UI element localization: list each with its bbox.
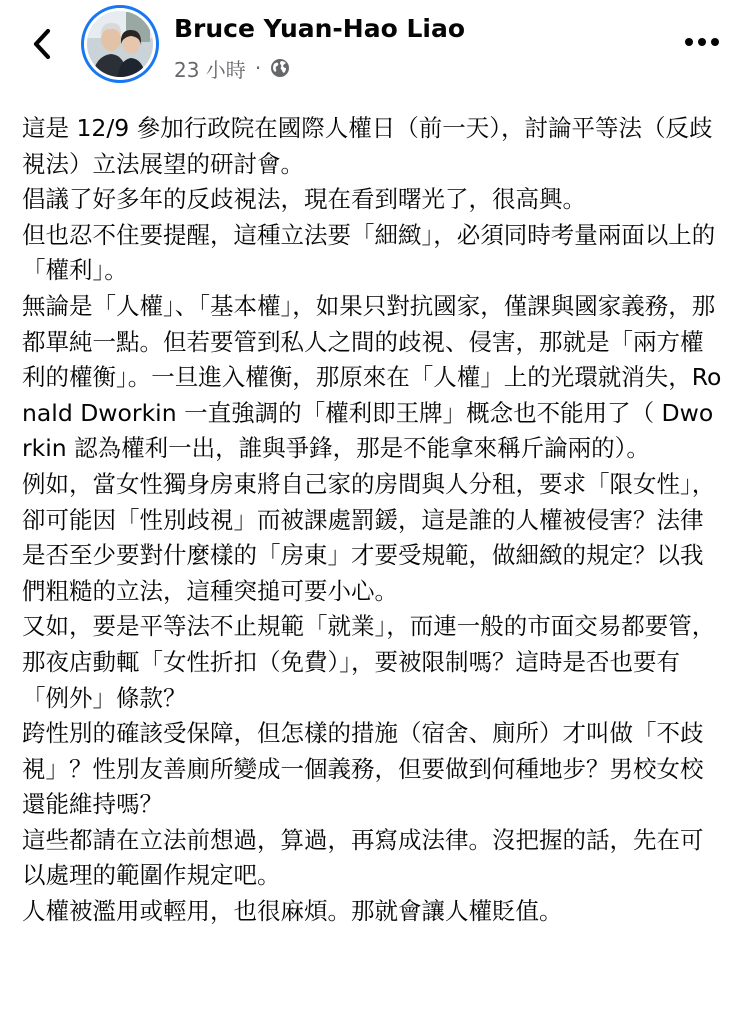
post-paragraph: 但也忍不住要提醒，這種立法要「細緻」，必須同時考量兩面以上的「權利」。 [22, 220, 716, 285]
more-options-button[interactable] [680, 26, 724, 58]
post-text [22, 111, 722, 930]
author-avatar[interactable] [84, 8, 156, 80]
post-timestamp[interactable]: 23 小時 [174, 57, 246, 82]
post-paragraph: 例如，當女性獨身房東將自己家的房間與人分租，要求「限女性」，卻可能因「性別歧視」而被課處罰鍰，這是誰的人權被侵害？法律是否至少要對什麼樣的「房東」才要受規範，做細緻的規定？以我們粗糙的立法，這種突搥可要小心。 [22, 469, 716, 605]
post-paragraph: 這是 12/9 參加行政院在國際人權日（前一天），討論平等法（反歧視法）立法展望的研討會。 [22, 114, 713, 178]
post-meta [174, 54, 290, 82]
avatar-photo [84, 8, 156, 80]
globe-icon [270, 58, 290, 78]
meta-separator: · [254, 56, 262, 80]
post-paragraph: 這些都請在立法前想過，算過，再寫成法律。沒把握的話，先在可以處理的範圍作規定吧。 [22, 825, 704, 890]
post-paragraph: 倡議了好多年的反歧視法，現在看到曙光了，很高興。 [22, 185, 586, 214]
post-paragraph: 人權被濫用或輕用，也很麻煩。那就會讓人權貶值。 [22, 897, 563, 926]
post-paragraph: 無論是「人權」、「基本權」，如果只對抗國家，僅課與國家義務，那都單純一點。但若要管到私人之間的歧視、侵害，那就是「兩方權利的權衡」。一旦進入權衡，那原來在「人權」上的光環就消失，Ronald Dworkin 一直強調的「權利即王牌」概念也不能用了（ Dworkin 認為權利一出，誰與爭鋒，那是不能拿來稱斤論兩的）。 [22, 291, 722, 463]
post-header [0, 0, 744, 90]
back-button[interactable] [22, 22, 62, 66]
more-horizontal-icon [684, 37, 720, 47]
post-paragraph: 又如，要是平等法不止規範「就業」，而連一般的市面交易都要管，那夜店動輒「女性折扣（免費）」，要被限制嗎？這時是否也要有「例外」條款？ [22, 612, 716, 712]
author-name[interactable]: Bruce Yuan-Hao Liao [174, 14, 466, 43]
chevron-left-icon [31, 27, 53, 61]
post-paragraph: 跨性別的確該受保障，但怎樣的措施（宿舍、廁所）才叫做「不歧視」？性別友善廁所變成一個義務，但要做到何種地步？男校女校還能維持嗎？ [22, 719, 704, 819]
